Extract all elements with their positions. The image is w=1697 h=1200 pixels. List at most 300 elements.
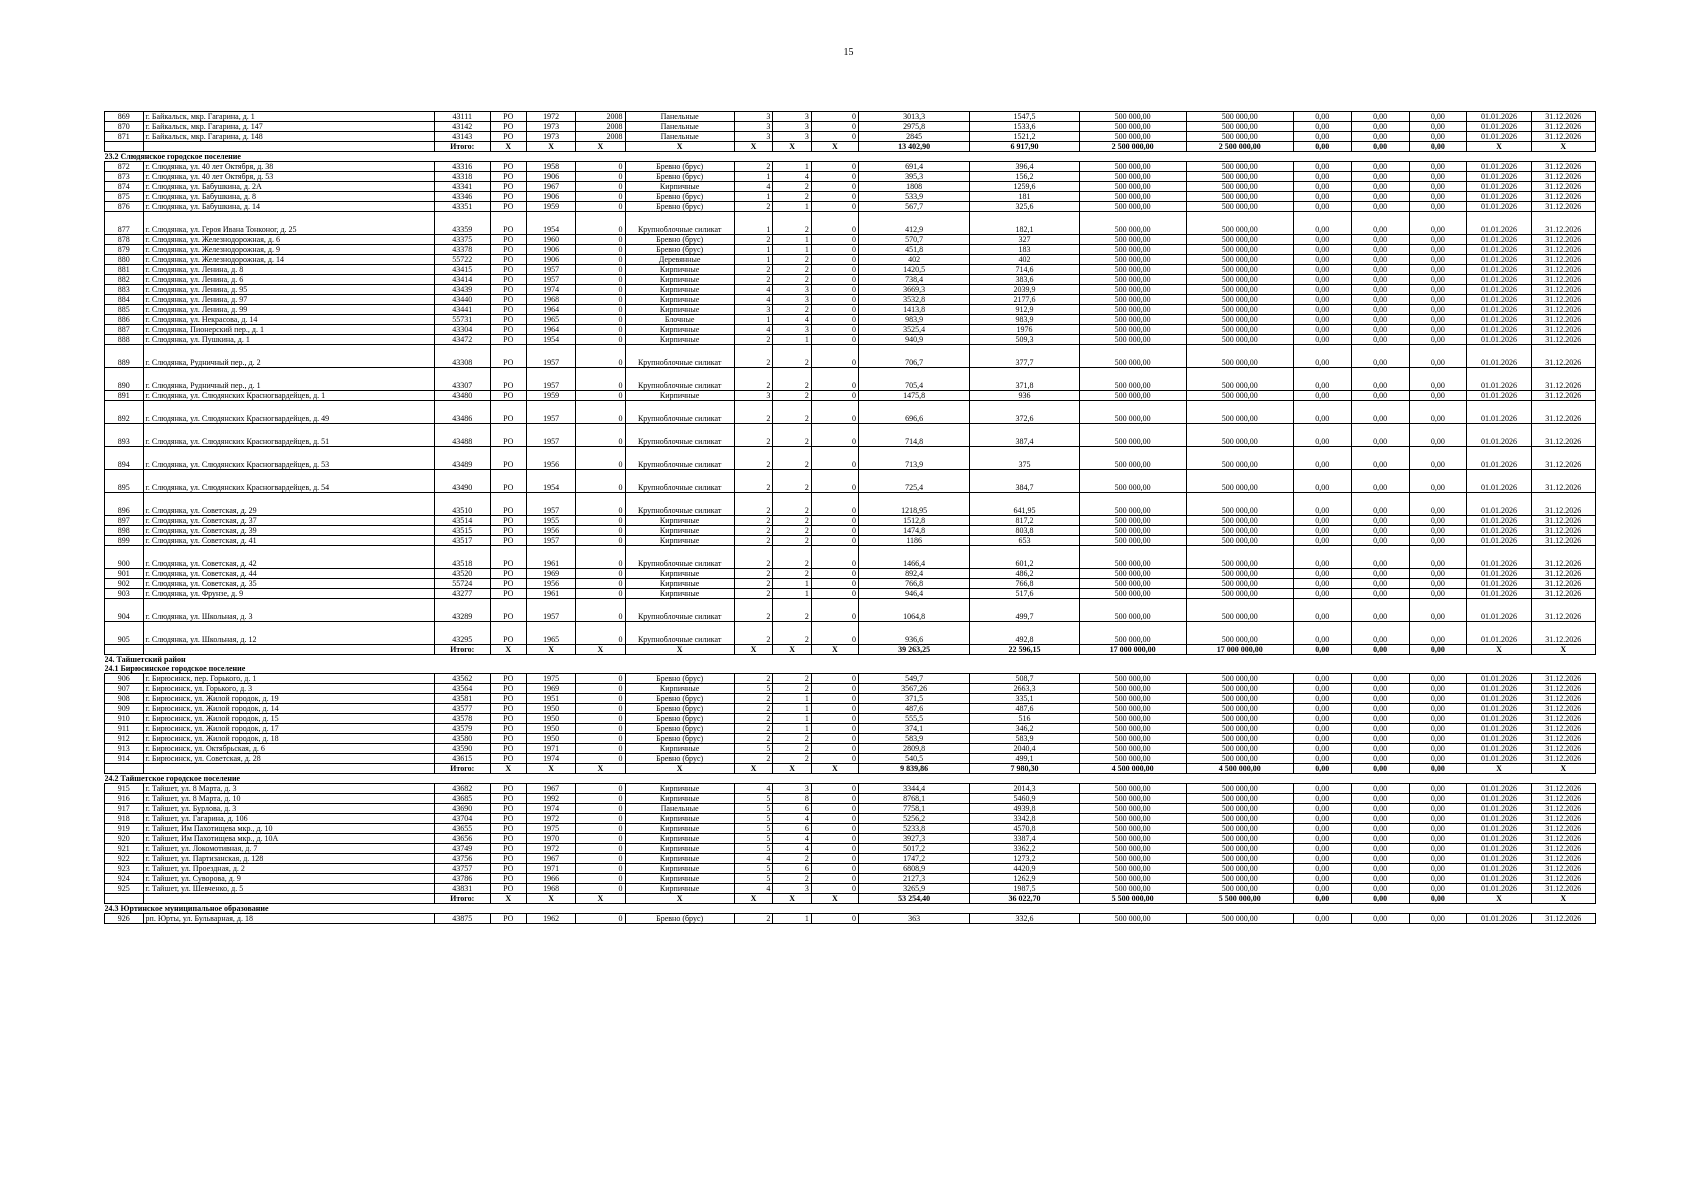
table-cell: 3 (773, 122, 812, 132)
table-cell: 31.12.2026 (1531, 804, 1595, 814)
table-cell: 0 (576, 235, 625, 245)
table-cell: 31.12.2026 (1531, 579, 1595, 589)
table-cell: 43440 (434, 295, 490, 305)
total-row (105, 645, 1596, 655)
table-cell: 3 (734, 112, 773, 122)
total-value: 17 000 000,00 (1186, 645, 1293, 655)
table-cell: 509,3 (970, 335, 1079, 345)
table-cell: 0,00 (1351, 335, 1409, 345)
table-cell: 500 000,00 (1186, 235, 1293, 245)
table-cell: 1962 (526, 914, 575, 924)
table-cell: 0 (576, 724, 625, 734)
table-cell: 7758,1 (858, 804, 969, 814)
table-cell: 0 (811, 844, 858, 854)
table-cell: РО (490, 391, 526, 401)
table-cell: 1961 (526, 546, 575, 569)
table-cell: 1957 (526, 345, 575, 368)
table-cell: 500 000,00 (1186, 694, 1293, 704)
table-cell: г. Слюдянка, ул. Бабушкина, д. 8 (143, 192, 434, 202)
section-heading: 24.3 Юртинское муниципальное образование (104, 904, 269, 913)
table-cell: 696,6 (858, 401, 969, 424)
table-cell (105, 764, 144, 774)
table-cell: 31.12.2026 (1531, 536, 1595, 546)
table-cell: 0,00 (1293, 391, 1351, 401)
table-cell: 387,4 (970, 424, 1079, 447)
table-cell: 1808 (858, 182, 969, 192)
table-cell: 500 000,00 (1186, 526, 1293, 536)
table-cell: 0,00 (1351, 526, 1409, 536)
table-cell: 0 (576, 335, 625, 345)
table-cell: 2008 (576, 122, 625, 132)
table-cell: г. Слюдянка, ул. Школьная, д. 12 (143, 622, 434, 645)
table-cell: г. Слюдянка, ул. Советская, д. 41 (143, 536, 434, 546)
table-cell: 0,00 (1351, 794, 1409, 804)
table-cell: 01.01.2026 (1467, 724, 1531, 734)
table-cell: 31.12.2026 (1531, 754, 1595, 764)
table-cell: 891 (105, 391, 144, 401)
table-cell: 0,00 (1409, 295, 1467, 305)
table-cell: 0,00 (1293, 424, 1351, 447)
table-row (105, 162, 1596, 172)
table-cell: 705,4 (858, 368, 969, 391)
table-cell: Кирпичные (625, 536, 734, 546)
x-marker: X (490, 142, 526, 152)
table-cell: 1950 (526, 724, 575, 734)
table-cell: 2 (734, 734, 773, 744)
table-cell: 43749 (434, 844, 490, 854)
x-marker: X (773, 142, 812, 152)
table-cell: 31.12.2026 (1531, 182, 1595, 192)
table-cell: 6 (773, 864, 812, 874)
table-cell: 0,00 (1409, 599, 1467, 622)
x-marker: X (1531, 142, 1595, 152)
table-cell: 43307 (434, 368, 490, 391)
table-cell: 2014,3 (970, 784, 1079, 794)
table-cell: РО (490, 202, 526, 212)
table-cell: 4420,9 (970, 864, 1079, 874)
table-cell: 31.12.2026 (1531, 844, 1595, 854)
table-cell: РО (490, 844, 526, 854)
table-cell: 01.01.2026 (1467, 305, 1531, 315)
table-cell: 0 (811, 834, 858, 844)
table-cell: 0,00 (1351, 784, 1409, 794)
table-cell: 31.12.2026 (1531, 305, 1595, 315)
table-cell: 31.12.2026 (1531, 874, 1595, 884)
table-cell: 0,00 (1351, 391, 1409, 401)
table-cell: Кирпичные (625, 744, 734, 754)
table-cell: 372,6 (970, 401, 1079, 424)
table-cell: 0 (811, 182, 858, 192)
table-cell: 0,00 (1351, 804, 1409, 814)
table-row (105, 844, 1596, 854)
table-cell: 1218,95 (858, 493, 969, 516)
table-cell: 0 (576, 784, 625, 794)
table-cell: 0 (576, 526, 625, 536)
table-cell: г. Слюдянка, ул. Ленина, д. 99 (143, 305, 434, 315)
section-heading: 23.2 Слюдянское городское поселение (104, 152, 241, 161)
x-marker: X (734, 142, 773, 152)
table-cell: 0,00 (1293, 794, 1351, 804)
table-cell: 4 (734, 325, 773, 335)
table-cell: 1957 (526, 536, 575, 546)
table-row (105, 714, 1596, 724)
table-cell: 2 (734, 569, 773, 579)
table-cell: 0 (811, 589, 858, 599)
table-cell: Кирпичные (625, 275, 734, 285)
table-cell: 500 000,00 (1079, 235, 1186, 245)
table-cell: 01.01.2026 (1467, 744, 1531, 754)
table-cell: 0,00 (1351, 212, 1409, 235)
table-cell: 31.12.2026 (1531, 674, 1595, 684)
table-cell: 01.01.2026 (1467, 315, 1531, 325)
table-cell: 2 (734, 335, 773, 345)
table-cell: 4 (773, 814, 812, 824)
table-cell: г. Бирюсинск, ул. Советская, д. 28 (143, 754, 434, 764)
table-cell: 500 000,00 (1079, 132, 1186, 142)
table-cell: г. Бирюсинск, ул. Жилой городок, д. 15 (143, 714, 434, 724)
table-cell: 43277 (434, 589, 490, 599)
table-cell: РО (490, 794, 526, 804)
table-cell: 0 (811, 202, 858, 212)
table-row (105, 674, 1596, 684)
table-cell: 31.12.2026 (1531, 704, 1595, 714)
table-cell: 01.01.2026 (1467, 235, 1531, 245)
table-cell: 5 (734, 684, 773, 694)
table-cell: г. Тайшет, Им Пахотищева мкр., д. 10 (143, 824, 434, 834)
table-cell: 1955 (526, 516, 575, 526)
table-cell: РО (490, 172, 526, 182)
table-cell: 31.12.2026 (1531, 914, 1595, 924)
table-cell: 0 (811, 784, 858, 794)
table-cell: 912,9 (970, 305, 1079, 315)
table-cell: 2127,3 (858, 874, 969, 884)
table-cell: 1 (734, 212, 773, 235)
table-cell: 0 (811, 345, 858, 368)
table-cell: 55731 (434, 315, 490, 325)
table-cell: Кирпичные (625, 325, 734, 335)
table-cell: 1521,2 (970, 132, 1079, 142)
table-cell: 01.01.2026 (1467, 589, 1531, 599)
table-cell: Крупноблочные силикат (625, 424, 734, 447)
table-cell: 871 (105, 132, 144, 142)
table-cell: 01.01.2026 (1467, 325, 1531, 335)
table-cell: 0,00 (1293, 599, 1351, 622)
table-cell: 983,9 (858, 315, 969, 325)
table-cell: 31.12.2026 (1531, 516, 1595, 526)
table-cell: 516 (970, 714, 1079, 724)
table-cell: 2 (734, 546, 773, 569)
table-cell: 4 (734, 182, 773, 192)
table-cell: 0,00 (1351, 315, 1409, 325)
table-row (105, 784, 1596, 794)
table-cell: 31.12.2026 (1531, 295, 1595, 305)
table-cell: 2 (773, 182, 812, 192)
x-marker: X (576, 764, 625, 774)
table-cell: 0,00 (1351, 714, 1409, 724)
table-cell: 31.12.2026 (1531, 734, 1595, 744)
table-cell: Кирпичные (625, 834, 734, 844)
table-cell: 0,00 (1409, 447, 1467, 470)
table-cell: 43510 (434, 493, 490, 516)
table-cell: РО (490, 724, 526, 734)
table-cell: 43316 (434, 162, 490, 172)
table-cell: 1 (734, 245, 773, 255)
table-cell: РО (490, 447, 526, 470)
table-cell: 912 (105, 734, 144, 744)
table-cell: 3567,26 (858, 684, 969, 694)
table-cell: г. Слюдянка, Пионерский пер., д. 1 (143, 325, 434, 335)
table-cell: 0,00 (1409, 546, 1467, 569)
table-cell: 01.01.2026 (1467, 202, 1531, 212)
table-cell: 0,00 (1293, 754, 1351, 764)
table-cell: 0,00 (1293, 265, 1351, 275)
table-cell: 500 000,00 (1186, 784, 1293, 794)
table-cell: 540,5 (858, 754, 969, 764)
table-cell: 1 (773, 335, 812, 345)
table-cell: 500 000,00 (1186, 589, 1293, 599)
table-cell: 0,00 (1351, 325, 1409, 335)
table-cell: 500 000,00 (1186, 569, 1293, 579)
table-cell: 2 (773, 305, 812, 315)
table-cell: 0,00 (1409, 694, 1467, 704)
table-cell: 0,00 (1293, 864, 1351, 874)
table-cell: 0,00 (1293, 212, 1351, 235)
table-cell: 1971 (526, 864, 575, 874)
table-cell: 1 (773, 589, 812, 599)
table-cell: 335,1 (970, 694, 1079, 704)
table-cell: 500 000,00 (1186, 622, 1293, 645)
table-cell: 01.01.2026 (1467, 132, 1531, 142)
table-cell: РО (490, 754, 526, 764)
table-cell: 0 (576, 162, 625, 172)
table-cell: РО (490, 335, 526, 345)
table-cell: 01.01.2026 (1467, 754, 1531, 764)
total-value: 5 500 000,00 (1079, 894, 1186, 904)
table-cell: Панельные (625, 112, 734, 122)
table-cell: РО (490, 744, 526, 754)
table-cell: 01.01.2026 (1467, 401, 1531, 424)
table-cell: 31.12.2026 (1531, 794, 1595, 804)
total-value: 0,00 (1293, 142, 1351, 152)
table-cell: 500 000,00 (1186, 424, 1293, 447)
table-cell: 0,00 (1409, 884, 1467, 894)
table-cell: г. Слюдянка, Рудничный пер., д. 2 (143, 345, 434, 368)
table-cell: г. Слюдянка, ул. Некрасова, д. 14 (143, 315, 434, 325)
table-cell: РО (490, 401, 526, 424)
table-cell: 0,00 (1409, 345, 1467, 368)
table-cell: 01.01.2026 (1467, 447, 1531, 470)
table-cell: 922 (105, 854, 144, 864)
table-cell: РО (490, 704, 526, 714)
table-cell: 500 000,00 (1079, 744, 1186, 754)
table-cell: 1 (734, 255, 773, 265)
table-cell: 500 000,00 (1079, 424, 1186, 447)
table-cell: 0,00 (1409, 493, 1467, 516)
table-cell: 0 (576, 202, 625, 212)
table-cell: 2 (773, 622, 812, 645)
table-cell: 43415 (434, 265, 490, 275)
table-cell: 641,95 (970, 493, 1079, 516)
table-cell: 0,00 (1351, 589, 1409, 599)
table-cell: Крупноблочные силикат (625, 622, 734, 645)
table-cell: 884 (105, 295, 144, 305)
table-cell: 0 (811, 470, 858, 493)
table-cell: Кирпичные (625, 784, 734, 794)
table-cell: 2 (734, 235, 773, 245)
table-cell: 714,8 (858, 424, 969, 447)
x-marker: X (490, 645, 526, 655)
table-cell: 500 000,00 (1079, 345, 1186, 368)
table-cell: 1512,8 (858, 516, 969, 526)
table-cell: 01.01.2026 (1467, 526, 1531, 536)
total-value: 9 839,86 (858, 764, 969, 774)
table-cell: 500 000,00 (1079, 814, 1186, 824)
table-cell: 0,00 (1409, 192, 1467, 202)
table-cell: 1954 (526, 335, 575, 345)
table-cell: 6 (773, 804, 812, 814)
table-cell: Кирпичные (625, 391, 734, 401)
table-cell: 0 (811, 335, 858, 345)
table-cell: 0 (576, 874, 625, 884)
table-cell: 2 (773, 599, 812, 622)
table-cell: Бревно (брус) (625, 235, 734, 245)
table-cell: 500 000,00 (1186, 834, 1293, 844)
table-cell: 43308 (434, 345, 490, 368)
table-cell: 43655 (434, 824, 490, 834)
table-cell: 500 000,00 (1186, 192, 1293, 202)
table-cell: 500 000,00 (1079, 694, 1186, 704)
table-cell: 1 (773, 724, 812, 734)
table-cell: 1 (773, 202, 812, 212)
table-cell: 31.12.2026 (1531, 335, 1595, 345)
table-cell: 43441 (434, 305, 490, 315)
table-cell: 500 000,00 (1186, 704, 1293, 714)
table-cell: 01.01.2026 (1467, 536, 1531, 546)
table-cell: рп. Юрты, ул. Бульварная, д. 18 (143, 914, 434, 924)
table-cell: 0,00 (1293, 589, 1351, 599)
table-row (105, 579, 1596, 589)
table-cell: 43359 (434, 212, 490, 235)
table-cell: 870 (105, 122, 144, 132)
table-cell: 0,00 (1351, 546, 1409, 569)
total-label: Итого: (434, 645, 490, 655)
table-cell: 0,00 (1351, 122, 1409, 132)
table-cell: 181 (970, 192, 1079, 202)
table-cell: 0 (811, 172, 858, 182)
table-cell: 2 (773, 874, 812, 884)
table-cell: 508,7 (970, 674, 1079, 684)
table-cell: 332,6 (970, 914, 1079, 924)
table-cell: РО (490, 112, 526, 122)
table-cell: 555,5 (858, 714, 969, 724)
table-cell: Бревно (брус) (625, 704, 734, 714)
table-cell: 1954 (526, 470, 575, 493)
table-cell: 500 000,00 (1079, 734, 1186, 744)
table-cell: РО (490, 714, 526, 724)
table-cell: 1974 (526, 285, 575, 295)
table-cell: 920 (105, 834, 144, 844)
table-cell: 2 (773, 569, 812, 579)
table-cell: 0,00 (1409, 824, 1467, 834)
table-cell: 2 (773, 744, 812, 754)
table-cell: 1964 (526, 325, 575, 335)
table-cell: 2 (773, 734, 812, 744)
table-cell: 908 (105, 694, 144, 704)
table-cell: 2 (734, 401, 773, 424)
table-cell: 2 (773, 401, 812, 424)
table-cell: 1965 (526, 622, 575, 645)
table-cell: 2 (773, 546, 812, 569)
table-cell: 2 (773, 368, 812, 391)
table-cell: 0,00 (1351, 235, 1409, 245)
x-marker: X (526, 894, 575, 904)
total-label: Итого: (434, 894, 490, 904)
table-cell: РО (490, 493, 526, 516)
table-cell: 904 (105, 599, 144, 622)
table-cell: г. Слюдянка, ул. Ленина, д. 97 (143, 295, 434, 305)
table-cell: 1 (773, 704, 812, 714)
table-cell: 0,00 (1293, 162, 1351, 172)
table-row (105, 834, 1596, 844)
table-cell: 0,00 (1409, 245, 1467, 255)
table-cell: 500 000,00 (1186, 401, 1293, 424)
table-cell: 924 (105, 874, 144, 884)
table-cell: 500 000,00 (1079, 684, 1186, 694)
table-row (105, 684, 1596, 694)
table-cell: 0 (576, 192, 625, 202)
table-cell: г. Бирюсинск, ул. Жилой городок, д. 18 (143, 734, 434, 744)
table-cell: 500 000,00 (1079, 470, 1186, 493)
table-row (105, 526, 1596, 536)
table-cell: 0,00 (1409, 335, 1467, 345)
table-cell: 0,00 (1293, 874, 1351, 884)
table-cell: 0 (576, 734, 625, 744)
table-cell: 346,2 (970, 724, 1079, 734)
table-cell: 0,00 (1409, 714, 1467, 724)
table-cell: 0,00 (1293, 622, 1351, 645)
table-cell: 43414 (434, 275, 490, 285)
table-cell: 2 (773, 674, 812, 684)
table-cell: 500 000,00 (1079, 864, 1186, 874)
table-cell: 396,4 (970, 162, 1079, 172)
table-cell: 43577 (434, 704, 490, 714)
table-cell: РО (490, 212, 526, 235)
table-row (105, 694, 1596, 704)
table-cell: Бревно (брус) (625, 754, 734, 764)
table-cell: 4 (773, 844, 812, 854)
x-marker: X (1531, 894, 1595, 904)
x-marker: X (811, 894, 858, 904)
table-cell: 766,8 (970, 579, 1079, 589)
table-cell: 01.01.2026 (1467, 245, 1531, 255)
table-cell: 901 (105, 569, 144, 579)
table-cell: 0,00 (1293, 202, 1351, 212)
table-cell: 500 000,00 (1079, 704, 1186, 714)
table-cell: 886 (105, 315, 144, 325)
table-cell: 0,00 (1293, 834, 1351, 844)
table-cell: 1966 (526, 874, 575, 884)
table-cell: 583,9 (970, 734, 1079, 744)
table-cell: г. Байкальск, мкр. Гагарина, д. 148 (143, 132, 434, 142)
table-cell: Бревно (брус) (625, 724, 734, 734)
section-heading: 24.1 Бирюсинское городское поселение (104, 664, 246, 673)
table-cell: 3 (734, 122, 773, 132)
table-cell: 1954 (526, 212, 575, 235)
table-cell: 0,00 (1351, 874, 1409, 884)
table-cell: Бревно (брус) (625, 162, 734, 172)
table-cell: 925 (105, 884, 144, 894)
x-marker: X (490, 894, 526, 904)
